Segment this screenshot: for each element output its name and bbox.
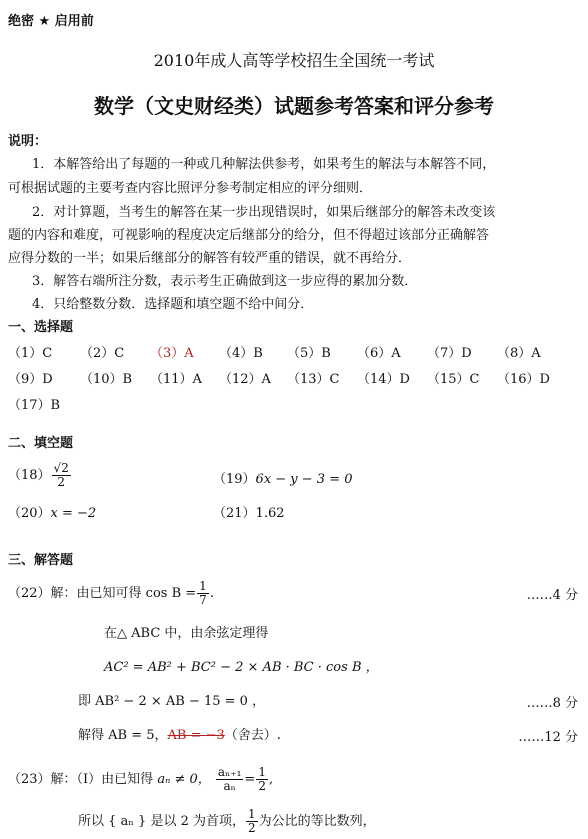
q19-answer: 6x − y − 3 = 0 <box>255 472 353 487</box>
q23-fraction-2 <box>256 766 268 793</box>
q22-line-2: 在△ ABC 中，由余弦定理得 <box>104 626 269 641</box>
q23-f2-den: 2 <box>258 779 266 793</box>
q23-line-1-a: （Ⅰ）由已知得 <box>76 772 154 787</box>
fill-q21 <box>213 502 285 521</box>
q22-score-2: ……8 分 <box>526 696 578 711</box>
q22-numerator: 1 <box>199 579 207 593</box>
q23-line-1-b: aₙ ≠ 0， <box>157 772 211 787</box>
note-3: 3．解答右端所注分数，表示考生正确做到这一步应得的累加分数． <box>32 274 418 289</box>
note-1-line-1: 1．本解答给出了每题的一种或几种解法供参考，如果考生的解法与本解答不同， <box>32 157 496 172</box>
q21-answer: 1.62 <box>255 506 285 521</box>
section-choice-title: 一、选择题 <box>8 320 74 335</box>
answer-11: （11）A <box>150 372 202 387</box>
doc-subtitle: 数学（文史财经类）试题参考答案和评分参考 <box>94 94 494 118</box>
answer-7: （7）D <box>427 346 472 361</box>
answer-15: （15）C <box>427 372 480 387</box>
q23-f2-num: 1 <box>258 765 266 779</box>
fill-q19 <box>213 468 353 487</box>
answer-14: （14）D <box>357 372 410 387</box>
answer-12: （12）A <box>219 372 271 387</box>
q22-line-5 <box>78 724 281 743</box>
answer-5: （5）B <box>287 346 331 361</box>
q22-label: （22）解： <box>8 586 77 601</box>
q23-f1-den: aₙ <box>223 779 236 793</box>
q22-denominator: 7 <box>199 593 207 607</box>
answer-8: （8）A <box>497 346 541 361</box>
q22-line-3: AC² = AB² + BC² − 2 × AB · BC · cos B ， <box>104 660 379 675</box>
q22-line-5-c: （舍去）. <box>224 728 281 743</box>
q22-score-3: ……12 分 <box>518 730 578 745</box>
q22-line-1-text: 由已知可得 cos B = <box>76 586 197 601</box>
q23-line-2 <box>78 808 376 835</box>
answer-16: （16）D <box>497 372 550 387</box>
q22-line-1: （22）解：由已知可得 cos B = $\frac{1}{7}$ . <box>8 579 214 607</box>
answer-9: （9）D <box>8 372 53 387</box>
answer-4: （4）B <box>219 346 263 361</box>
q22-line-5-a: 解得 AB = 5， <box>78 728 168 743</box>
q20-answer: x = −2 <box>50 506 97 521</box>
section-fill-title: 二、填空题 <box>8 436 74 451</box>
q18-fraction <box>52 462 71 489</box>
q23-f3-den: 2 <box>247 821 256 835</box>
q23-fraction-3 <box>246 808 258 835</box>
q18-numerator: √2 <box>53 461 69 475</box>
q22-fraction <box>197 580 209 607</box>
answer-3: （3）A <box>150 346 194 361</box>
answer-1: （1）C <box>8 346 53 361</box>
answer-6: （6）A <box>357 346 401 361</box>
q23-equals: = <box>244 772 256 787</box>
q23-fraction-1 <box>216 766 244 793</box>
note-2-line-2: 题的内容和难度，可视影响的程度决定后继部分的给分，但不得超过该部分正确解答 <box>8 228 490 243</box>
notes-heading: 说明： <box>8 134 48 149</box>
q18-denominator: 2 <box>52 475 71 489</box>
q23-line-1: （23）解：（Ⅰ）由已知得 aₙ ≠ 0， $\frac{\text{aₙ₊₁}}{\text{aₙ}}$ = $\frac{1}{2}$ , <box>8 765 274 793</box>
q23-line-2-b: 为公比的等比数列， <box>258 814 376 829</box>
answer-2: （2）C <box>80 346 125 361</box>
note-4: 4．只给整数分数．选择题和填空题不给中间分． <box>32 297 314 312</box>
section-solve-title: 三、解答题 <box>8 553 74 568</box>
answer-17: （17）B <box>8 398 61 413</box>
fill-q18 <box>8 462 72 489</box>
doc-title: 2010年成人高等学校招生全国统一考试 <box>153 51 435 70</box>
q21-label: （21） <box>213 506 256 521</box>
q23-line-2-a: 所以 { aₙ } 是以 2 为首项， <box>78 814 245 829</box>
fill-q20 <box>8 502 96 521</box>
q23-f3-num: 1 <box>247 807 256 821</box>
q22-score-1: ……4 分 <box>526 588 578 603</box>
q22-line-4: 即 AB² − 2 × AB − 15 = 0 ， <box>78 694 266 709</box>
answer-10: （10）B <box>80 372 133 387</box>
answer-13: （13）C <box>287 372 340 387</box>
q18-label: （18） <box>8 468 51 483</box>
confidential-label: 绝密 ★ 启用前 <box>8 14 94 29</box>
note-2-line-1: 2．对计算题，当考生的解答在某一步出现错误时，如果后继部分的解答未改变该 <box>32 205 496 220</box>
q23-label: （23）解： <box>8 772 77 787</box>
q23-f1-num: aₙ₊₁ <box>217 765 242 779</box>
q20-label: （20） <box>8 506 51 521</box>
note-1-line-2: 可根据试题的主要考查内容比照评分参考制定相应的评分细则． <box>8 181 373 196</box>
q22-line-5-b: AB = −3 <box>167 728 225 743</box>
note-2-line-3: 应得分数的一半；如果后继部分的解答有较严重的错误，就不再给分． <box>8 251 412 266</box>
q19-label: （19） <box>213 472 256 487</box>
